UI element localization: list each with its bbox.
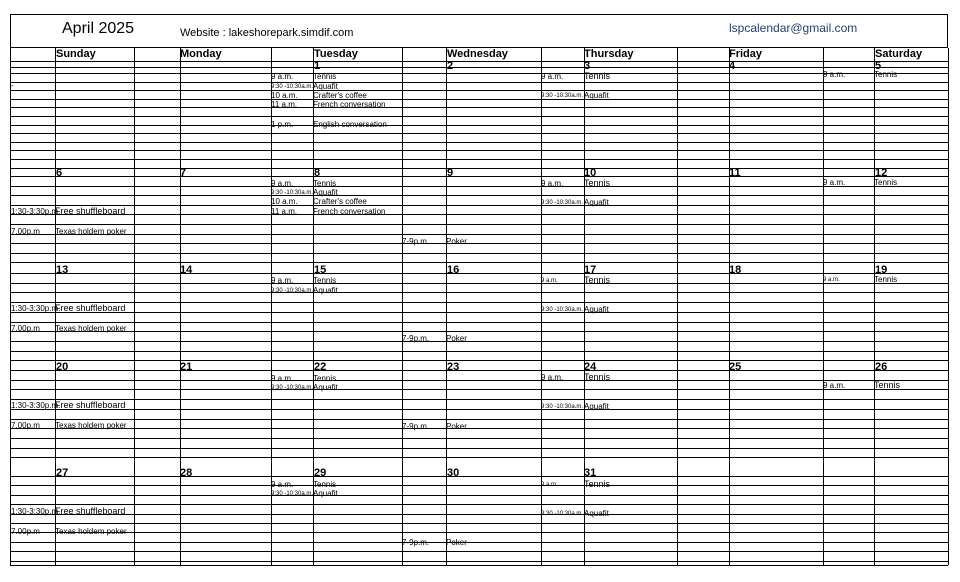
event-time: 7-9p.m. [402, 237, 430, 246]
event-time: 9:30 -10:30a.m. [541, 404, 584, 410]
date-3: 3 [584, 60, 591, 72]
grid-row-line [10, 82, 948, 83]
event-time: 9 a.m. [541, 373, 564, 382]
event-time: 1 p.m. [271, 120, 294, 129]
event-time: 1:30-3:30p.m. [11, 304, 61, 313]
grid-row-line [10, 99, 948, 100]
grid-row-line [10, 341, 948, 342]
grid-row-line [10, 107, 948, 108]
grid-row-line [10, 214, 948, 215]
event-tennis[interactable]: Tennis [584, 71, 611, 81]
grid-row-line [10, 322, 948, 323]
grid-row-line [10, 331, 948, 332]
grid-row-line [10, 495, 948, 496]
event-time: 9:30 -10:30a.m. [271, 491, 314, 497]
date-6: 6 [56, 167, 63, 179]
event-time: 9:30 -10:30a.m. [271, 84, 314, 90]
event-aquafit[interactable]: Aquafit [313, 188, 338, 197]
event-time: 10 a.m. [271, 197, 298, 206]
event-time: 11 a.m. [271, 207, 298, 216]
grid-row-line [10, 360, 948, 361]
date-26: 26 [875, 361, 888, 373]
date-9: 9 [447, 167, 454, 179]
event-aquafit[interactable]: Aquafit [584, 402, 609, 411]
event-aquafit[interactable]: Aquafit [584, 91, 609, 100]
grid-row-line [10, 262, 948, 263]
date-5: 5 [875, 60, 882, 72]
grid-column-line [402, 48, 403, 565]
grid-row-line [10, 195, 948, 196]
event-aquafit[interactable]: Aquafit [584, 305, 609, 314]
event-aquafit[interactable]: Aquafit [313, 82, 338, 91]
event-time: 9:30 -10:30a.m. [541, 93, 584, 99]
event-french[interactable]: French conversation [313, 207, 386, 216]
grid-row-line [10, 243, 948, 244]
date-11: 11 [729, 167, 741, 179]
event-french[interactable]: French conversation [313, 100, 386, 109]
grid-row-line [10, 370, 948, 371]
event-tennis[interactable]: Tennis [874, 178, 898, 187]
day-header-sunday: Sunday [56, 48, 96, 60]
event-time: 9 a.m. [541, 482, 558, 488]
grid-row-line [10, 380, 948, 381]
grid-column-line [180, 48, 181, 565]
grid-row-line [10, 476, 948, 477]
event-time: 9 a.m. [541, 179, 564, 188]
date-31: 31 [584, 467, 597, 479]
grid-row-line [10, 205, 948, 206]
event-poker[interactable]: Poker [446, 237, 467, 246]
grid-row-line [10, 90, 948, 91]
day-header-saturday: Saturday [875, 48, 923, 60]
event-time: 1:30-3:30p.m. [11, 207, 61, 216]
event-time: 9:30 -10:30a.m. [541, 307, 584, 313]
grid-row-line [10, 457, 948, 458]
date-19: 19 [875, 264, 888, 276]
date-7: 7 [180, 167, 187, 179]
event-aquafit[interactable]: Aquafit [584, 509, 609, 518]
event-time: 9 a.m. [271, 72, 294, 81]
date-22: 22 [314, 361, 327, 373]
event-time: 7.00p.m [11, 227, 40, 236]
event-shuffleboard[interactable]: Free shuffleboard [55, 506, 126, 516]
event-time: 9:30 -10:30a.m. [271, 190, 314, 196]
grid-row-line [10, 312, 948, 313]
grid-row-line [10, 61, 948, 62]
grid-row-line [10, 133, 948, 134]
date-27: 27 [56, 467, 69, 479]
event-holdem[interactable]: Texas holdem poker [55, 527, 127, 536]
date-15: 15 [314, 264, 327, 276]
date-25: 25 [729, 361, 742, 373]
event-time: 11 a.m. [271, 100, 298, 109]
event-crafters[interactable]: Crafter's coffee [313, 197, 367, 206]
event-time: 1:30-3:30p.m. [11, 401, 61, 410]
event-shuffleboard[interactable]: Free shuffleboard [55, 206, 126, 216]
day-header-friday: Friday [729, 48, 763, 60]
event-time: 9:30 -10:30a.m. [541, 200, 584, 206]
event-holdem[interactable]: Texas holdem poker [55, 324, 127, 333]
event-tennis[interactable]: Tennis [874, 275, 898, 284]
event-tennis[interactable]: Tennis [584, 178, 611, 188]
event-tennis[interactable]: Tennis [584, 479, 611, 489]
event-time: 9 a.m. [541, 72, 564, 81]
date-24: 24 [584, 361, 597, 373]
grid-column-line [874, 48, 875, 565]
grid-row-line [10, 142, 948, 143]
event-time: 9 a.m. [271, 374, 294, 383]
grid-row-line [10, 292, 948, 293]
date-23: 23 [447, 361, 460, 373]
date-13: 13 [56, 264, 69, 276]
grid-row-line [10, 234, 948, 235]
grid-row-line [10, 283, 948, 284]
event-time: 9 a.m. [823, 70, 846, 79]
grid-row-line [10, 125, 948, 126]
day-header-tuesday: Tuesday [314, 48, 358, 60]
event-time: 7.00p.m [11, 324, 40, 333]
event-tennis[interactable]: Tennis [584, 372, 611, 382]
grid-row-line [10, 523, 948, 524]
event-time: 7.00p.m [11, 421, 40, 430]
grid-row-line [10, 448, 948, 449]
event-tennis[interactable]: Tennis [313, 480, 337, 489]
event-time: 7-9p.m. [402, 538, 430, 547]
grid-row-line [10, 176, 948, 177]
event-time: 9 a.m. [271, 480, 294, 489]
grid-row-line [10, 438, 948, 439]
grid-column-line [948, 48, 949, 565]
grid-row-line [10, 514, 948, 515]
grid-row-line [10, 67, 948, 68]
date-28: 28 [180, 467, 193, 479]
day-header-thursday: Thursday [584, 48, 634, 60]
grid-row-line [10, 504, 948, 505]
event-time: 7-9p.m. [402, 334, 430, 343]
date-8: 8 [314, 167, 321, 179]
event-crafters[interactable]: Crafter's coffee [313, 91, 367, 100]
calendar-title: April 2025 [62, 20, 135, 37]
date-12: 12 [875, 167, 888, 179]
grid-row-line [10, 419, 948, 420]
grid-row-line [10, 399, 948, 400]
date-10: 10 [584, 167, 597, 179]
grid-column-line [677, 48, 678, 565]
date-14: 14 [180, 264, 193, 276]
event-aquafit[interactable]: Aquafit [313, 286, 338, 295]
grid-row-line [10, 485, 948, 486]
event-time: 9 a.m. [823, 277, 840, 283]
event-tennis[interactable]: Tennis [313, 276, 337, 285]
day-header-monday: Monday [180, 48, 222, 60]
grid-row-line [10, 302, 948, 303]
event-poker[interactable]: Poker [446, 334, 467, 343]
grid-row-line [10, 186, 948, 187]
email-link[interactable]: lspcalendar@gmail.com [729, 21, 858, 35]
event-english[interactable]: English conversation [313, 120, 387, 129]
grid-row-line [10, 561, 948, 562]
event-tennis[interactable]: Tennis [313, 72, 337, 81]
grid-row-line [10, 351, 948, 352]
event-time: 7.00p.m [11, 527, 40, 536]
event-holdem[interactable]: Texas holdem poker [55, 421, 127, 430]
grid-row-line [10, 116, 948, 117]
grid-row-line [10, 565, 948, 566]
date-30: 30 [447, 467, 460, 479]
event-time: 9:30 -10:30a.m. [271, 288, 314, 294]
event-time: 9:30 -10:30a.m. [541, 511, 584, 517]
event-aquafit[interactable]: Aquafit [313, 383, 338, 392]
date-18: 18 [729, 264, 742, 276]
event-time: 9 a.m. [271, 276, 294, 285]
event-time: 10 a.m. [271, 91, 298, 100]
event-time: 9 a.m. [271, 179, 294, 188]
event-time: 1:30-3:30p.m. [11, 507, 61, 516]
event-time: 9 a.m. [823, 178, 846, 187]
event-tennis[interactable]: Tennis [313, 179, 337, 188]
grid-column-line [729, 48, 730, 565]
grid-row-line [10, 273, 948, 274]
grid-row-line [10, 224, 948, 225]
event-time: 9 a.m. [541, 278, 558, 284]
event-tennis[interactable]: Tennis [584, 275, 611, 285]
date-29: 29 [314, 467, 327, 479]
grid-row-line [10, 532, 948, 533]
event-tennis[interactable]: Tennis [874, 70, 898, 79]
grid-row-line [10, 409, 948, 410]
date-20: 20 [56, 361, 69, 373]
event-poker[interactable]: Poker [446, 538, 467, 547]
event-poker[interactable]: Poker [446, 422, 467, 431]
grid-row-line [10, 168, 948, 169]
event-shuffleboard[interactable]: Free shuffleboard [55, 400, 126, 410]
event-time: 9:30 -10:30a.m. [271, 385, 314, 391]
date-21: 21 [180, 361, 193, 373]
event-time: 9 a.m. [823, 381, 846, 390]
event-holdem[interactable]: Texas holdem poker [55, 227, 127, 236]
event-time: 7-9p.m. [402, 422, 430, 431]
grid-column-line [134, 48, 135, 565]
website-link[interactable]: Website : lakeshorepark.simdif.com [180, 27, 354, 39]
grid-row-line [10, 542, 948, 543]
date-2: 2 [447, 60, 454, 72]
grid-row-line [10, 551, 948, 552]
grid-row-line [10, 253, 948, 254]
date-1: 1 [314, 60, 321, 72]
grid-row-line [10, 159, 948, 160]
date-4: 4 [729, 60, 736, 72]
grid-row-line [10, 150, 948, 151]
day-header-wednesday: Wednesday [447, 48, 508, 60]
grid-column-line [823, 48, 824, 565]
event-tennis[interactable]: Tennis [313, 374, 337, 383]
grid-row-line [10, 428, 948, 429]
event-tennis[interactable]: Tennis [874, 380, 901, 390]
grid-row-line [10, 389, 948, 390]
event-aquafit[interactable]: Aquafit [313, 489, 338, 498]
stray-mark: - [11, 81, 14, 90]
grid-row-line [10, 73, 948, 74]
date-16: 16 [447, 264, 460, 276]
date-17: 17 [584, 264, 597, 276]
event-aquafit[interactable]: Aquafit [584, 198, 609, 207]
event-shuffleboard[interactable]: Free shuffleboard [55, 303, 126, 313]
grid-column-line [446, 48, 447, 565]
